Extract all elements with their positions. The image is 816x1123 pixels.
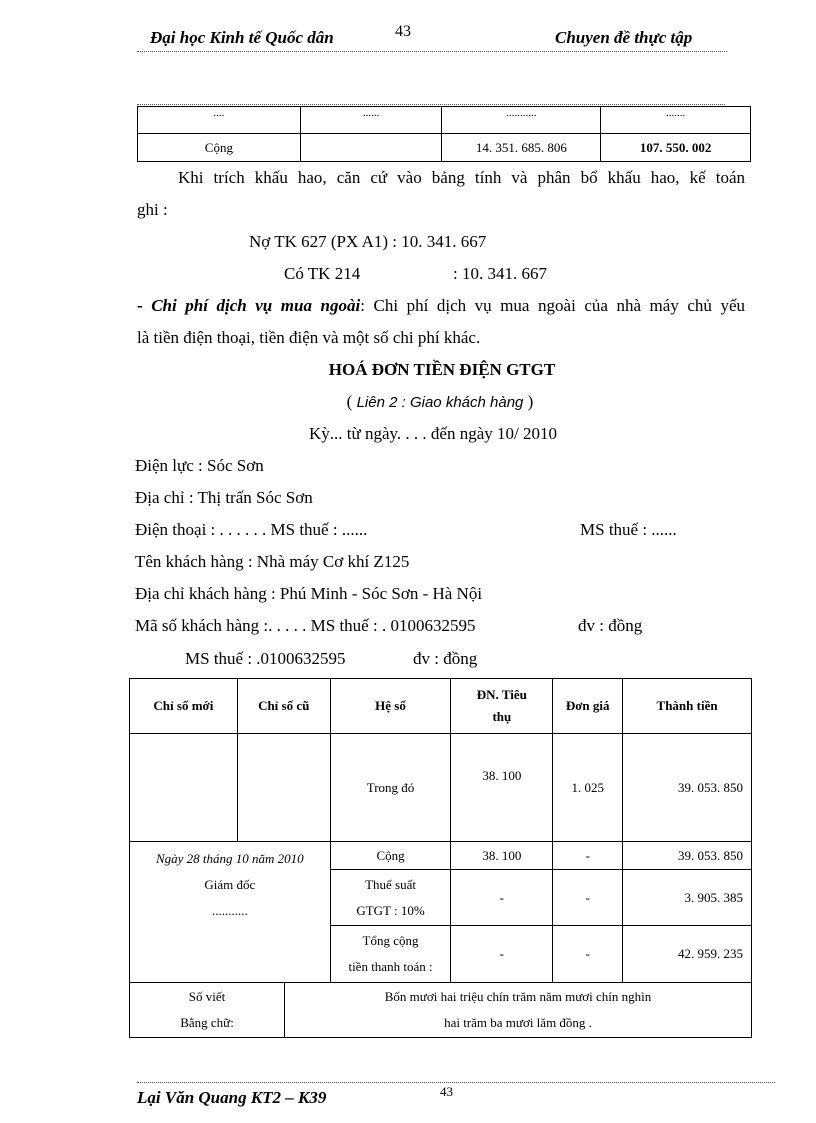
bullet-line (137, 290, 745, 322)
column-header: Đơn giá (553, 679, 623, 734)
table-cell: 14. 351. 685. 806 (442, 134, 601, 162)
supplier: Điện lực : Sóc Sơn (135, 456, 264, 475)
footer-author: Lại Văn Quang KT2 – K39 (137, 1088, 327, 1107)
footer-page-number: 43 (440, 1084, 453, 1099)
table-row (138, 134, 751, 162)
footer-divider (137, 1082, 775, 1083)
paragraph-line: ghi : (137, 200, 168, 219)
table-cell (237, 734, 330, 842)
table-cell: Cộng (330, 842, 451, 870)
table-cell: 39. 053. 850 (623, 842, 752, 870)
column-header: ĐN. Tiêu thụ (451, 679, 553, 734)
bullet-dash: - (137, 296, 143, 315)
table-cell: 42. 959. 235 (623, 926, 752, 983)
column-header: Chỉ số mới (130, 679, 238, 734)
customer-tax-code: MS thuế : .0100632595 (185, 649, 346, 668)
invoice-table (129, 678, 752, 1038)
signature-title: Giám đốc (204, 877, 256, 892)
signature-dots: ........... (211, 903, 248, 918)
table-row (130, 842, 752, 870)
supplier-phone: Điện thoại : . . . . . . MS thuế : ...... (135, 520, 368, 539)
paragraph-line: là tiền điện thoại, tiền điện và một số chi phí khác. (137, 328, 481, 347)
table-cell: ....... (601, 107, 751, 134)
bullet-title: Chi phí dịch vụ mua ngoài (151, 296, 361, 315)
customer-address: Địa chỉ khách hàng : Phú Minh - Sóc Sơn - Hà Nội (135, 584, 483, 603)
table-top-divider (137, 104, 725, 105)
header-right-title: Chuyen đề thực tập (555, 28, 693, 47)
header-page-number: 43 (395, 23, 411, 40)
total-label-cell: Cộng (138, 134, 301, 162)
invoice-title: HOÁ ĐƠN TIỀN ĐIỆN GTGT (328, 360, 556, 379)
table-row (130, 983, 752, 1038)
column-header: Thành tiền (623, 679, 752, 734)
signature-date: Ngày 28 tháng 10 năm 2010 (155, 851, 304, 866)
table-cell: .... (138, 107, 301, 134)
journal-entry-debit: Nợ TK 627 (PX A1) : 10. 341. 667 (249, 232, 487, 251)
table-cell (300, 134, 442, 162)
signature-block (130, 842, 331, 983)
header-left-title: Đại học Kinh tế Quốc dân (150, 28, 334, 47)
invoice-period: Kỳ... từ ngày. . . . đến ngày 10/ 2010 (309, 424, 557, 443)
table-cell: Tổng cộng tiền thanh toán : (330, 926, 451, 983)
supplier-address: Địa chỉ : Thị trấn Sóc Sơn (135, 488, 313, 507)
paragraph-line: Khi trích khấu hao, căn cứ vào bảng tính và phân bổ khấu hao, kế toán (178, 168, 745, 187)
bullet-text: : Chi phí dịch vụ mua ngoài của nhà máy chủ yếu (360, 296, 746, 315)
supplier-tax-code: MS thuế : ...... (580, 520, 677, 539)
table-cell: Thuế suất GTGT : 10% (330, 870, 451, 926)
currency-unit: đv : đồng (578, 616, 643, 635)
table-cell: - (451, 926, 553, 983)
journal-entry-credit-account: Có TK 214 (284, 264, 361, 283)
customer-code: Mã số khách hàng :. . . . . MS thuế : . 0100632595 (135, 616, 476, 635)
table-cell: - (553, 926, 623, 983)
table-row (138, 107, 751, 134)
currency-unit: đv : đồng (413, 649, 478, 668)
words-label: Số viết Bằng chữ: (130, 983, 285, 1037)
column-header: Hệ số (330, 679, 451, 734)
table-cell: 1. 025 (553, 734, 623, 842)
table-cell: 3. 905. 385 (623, 870, 752, 926)
amount-in-words (130, 983, 752, 1038)
table-cell: ........... (442, 107, 601, 134)
table-cell: - (451, 870, 553, 926)
table-cell: ...... (300, 107, 442, 134)
invoice-subtitle: ( Liên 2 : Giao khách hàng ) (346, 392, 534, 411)
customer-name: Tên khách hàng : Nhà máy Cơ khí Z125 (135, 552, 410, 571)
table-cell: 38. 100 (451, 842, 553, 870)
table-cell: Trong đó (330, 734, 451, 842)
table-cell: - (553, 842, 623, 870)
words-value: Bốn mươi hai triệu chín trăm năm mươi chín nghìn hai trăm ba mươi lăm đồng . (384, 989, 652, 1030)
table-cell (130, 734, 238, 842)
journal-entry-credit-amount: : 10. 341. 667 (453, 264, 547, 283)
total-amount-cell: 107. 550. 002 (601, 134, 751, 162)
table-cell: 39. 053. 850 (623, 734, 752, 842)
table-header-row (130, 679, 752, 734)
table-row (130, 734, 752, 842)
table-cell: 38. 100 (451, 734, 553, 842)
table-cell: - (553, 870, 623, 926)
column-header: Chỉ số cũ (237, 679, 330, 734)
depreciation-table (137, 106, 751, 162)
header-divider (137, 51, 727, 52)
